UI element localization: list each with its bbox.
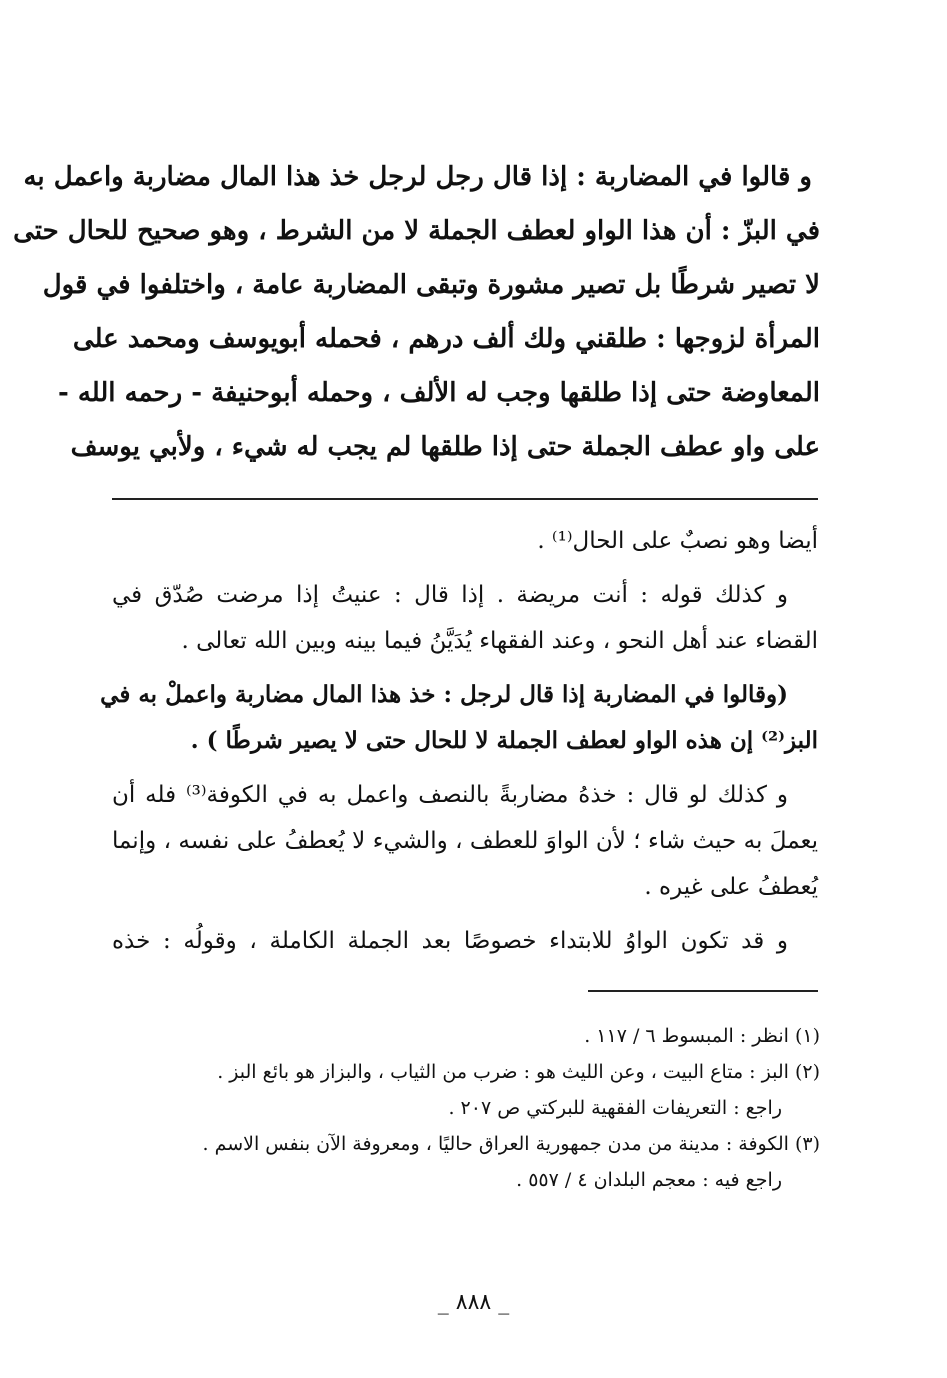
commentary-line: و كذلك لو قال : خذهُ مضاربةً بالنصف واعمل به في الكوفة⁽³⁾ فله أن xyxy=(112,782,788,808)
main-text-line: المرأة لزوجها : طلقني ولك ألف درهم ، فحمله أبويوسف ومحمد على xyxy=(72,324,820,354)
page-number: _ ٨٨٨ _ xyxy=(437,1290,510,1315)
footnote-3: (٣) الكوفة : مدينة من مدن جمهورية العراق حاليًا ، ومعروفة الآن بنفس الاسم . xyxy=(202,1133,820,1155)
commentary-line: يُعطفُ على غيره . xyxy=(644,874,818,900)
footnote-3-continuation: راجع فيه : معجم البلدان ٤ / ٥٥٧ . xyxy=(516,1169,782,1191)
main-text-line: على واو عطف الجملة حتى إذا طلقها لم يجب له شيء ، ولأبي يوسف xyxy=(70,432,820,462)
commentary-line: و قد تكون الواوُ للابتداء خصوصًا بعد الجملة الكاملة ، وقولُه : خذه xyxy=(112,928,788,954)
main-text-line: لا تصير شرطًا بل تصير مشورة وتبقى المضاربة عامة ، واختلفوا في قول xyxy=(42,270,820,300)
commentary-line: البز⁽²⁾ إن هذه الواو لعطف الجملة لا للحال حتى لا يصير شرطًا ) . xyxy=(190,727,818,754)
footnote-divider xyxy=(588,990,818,992)
main-text-block xyxy=(13,150,820,474)
main-text-line: في البزّ : أن هذا الواو لعطف الجملة لا من الشرط ، وهو صحيح للحال حتى xyxy=(13,216,820,246)
footnote-1: (١) انظر : المبسوط ٦ / ١١٧ . xyxy=(584,1025,820,1047)
commentary-block xyxy=(100,518,818,972)
section-divider xyxy=(112,498,818,500)
footnote-2-continuation: راجع : التعريفات الفقهية للبركتي ص ٢٠٧ . xyxy=(448,1097,782,1119)
commentary-paragraph xyxy=(112,572,818,664)
main-text-line: المعاوضة حتى إذا طلقها وجب له الألف ، وحمله أبوحنيفة - رحمه الله - xyxy=(58,378,820,408)
commentary-paragraph xyxy=(112,772,818,910)
quoted-matn-paragraph xyxy=(100,672,818,764)
footnote-2: (٢) البز : متاع البيت ، وعن الليث هو : ضرب من الثياب ، والبزاز هو بائع البز . xyxy=(217,1061,820,1083)
commentary-line: و كذلك قوله : أنت مريضة . إذا قال : عنيتُ إذا مرضت صُدّق في xyxy=(112,582,788,608)
commentary-line: (وقالوا في المضاربة إذا قال لرجل : خذ هذا المال مضاربة واعملْ به في xyxy=(100,681,788,708)
commentary-line: القضاء عند أهل النحو ، وعند الفقهاء يُدَيَّنُ فيما بينه وبين الله تعالى . xyxy=(181,628,818,654)
main-text-line: و قالوا في المضاربة : إذا قال رجل لرجل خذ هذا المال مضاربة واعمل به xyxy=(23,162,812,192)
commentary-line: أيضا وهو نصبٌ على الحال⁽¹⁾ . xyxy=(537,528,818,554)
commentary-line: يعملَ به حيث شاء ؛ لأن الواوَ للعطف ، والشيء لا يُعطفُ على نفسه ، وإنما xyxy=(112,828,818,854)
footnotes-block xyxy=(150,1018,820,1198)
commentary-paragraph xyxy=(112,918,818,964)
commentary-paragraph xyxy=(112,518,818,564)
